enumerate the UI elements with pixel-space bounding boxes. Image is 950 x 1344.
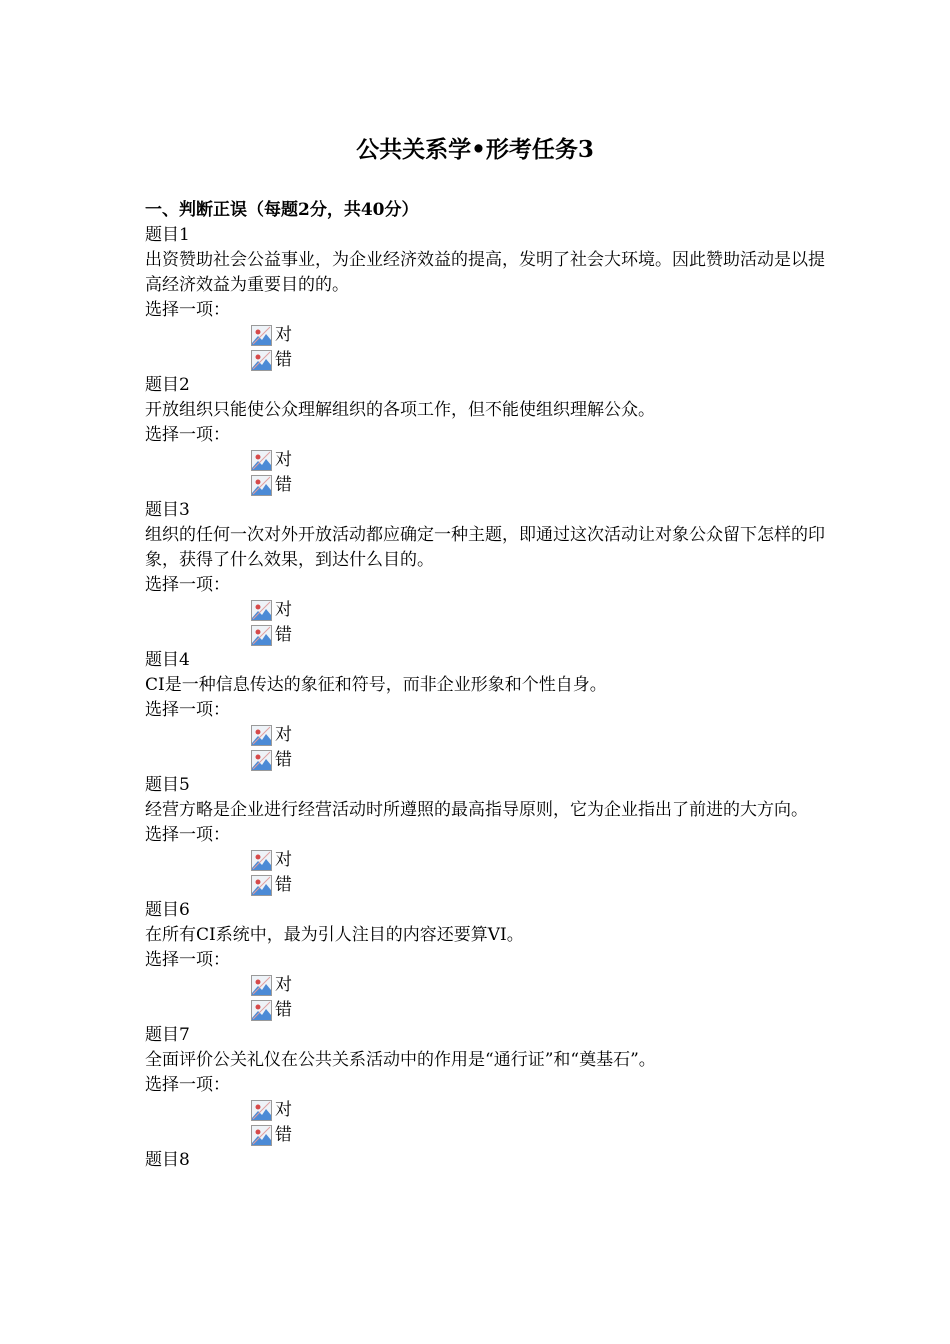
choose-one-prompt: 选择一项： <box>145 575 230 595</box>
option-label: 对 <box>275 600 292 620</box>
choose-one-prompt: 选择一项： <box>145 825 230 845</box>
option-false[interactable] <box>251 623 825 648</box>
quiz-content <box>145 198 825 1173</box>
option-label: 对 <box>275 975 292 995</box>
question-label: 题目1 <box>145 225 190 245</box>
option-false[interactable] <box>251 873 825 898</box>
option-label: 错 <box>275 875 292 895</box>
broken-image-icon[interactable] <box>251 1125 272 1146</box>
broken-image-icon[interactable] <box>251 450 272 471</box>
choose-one-prompt: 选择一项： <box>145 950 230 970</box>
option-true[interactable] <box>251 848 825 873</box>
option-true[interactable] <box>251 723 825 748</box>
option-false[interactable] <box>251 998 825 1023</box>
question-item <box>145 498 825 648</box>
section-heading: 一、判断正误（每题2分，共40分） <box>145 200 419 220</box>
option-label: 对 <box>275 450 292 470</box>
option-label: 对 <box>275 1100 292 1120</box>
question-item <box>145 648 825 773</box>
option-label: 对 <box>275 850 292 870</box>
question-text: 出资赞助社会公益事业，为企业经济效益的提高，发明了社会大环境。因此赞助活动是以提高经济效益为重要目的的。 <box>145 250 825 295</box>
question-label: 题目4 <box>145 650 190 670</box>
option-group <box>145 448 825 498</box>
option-false[interactable] <box>251 1123 825 1148</box>
option-false[interactable] <box>251 748 825 773</box>
broken-image-icon[interactable] <box>251 750 272 771</box>
option-false[interactable] <box>251 473 825 498</box>
option-label: 错 <box>275 1125 292 1145</box>
question-label: 题目5 <box>145 775 190 795</box>
option-group <box>145 723 825 773</box>
broken-image-icon[interactable] <box>251 625 272 646</box>
question-item <box>145 898 825 1023</box>
choose-one-prompt: 选择一项： <box>145 425 230 445</box>
broken-image-icon[interactable] <box>251 975 272 996</box>
option-group <box>145 848 825 898</box>
option-group <box>145 323 825 373</box>
question-text: CI是一种信息传达的象征和符号，而非企业形象和个性自身。 <box>145 675 607 695</box>
option-true[interactable] <box>251 973 825 998</box>
question-label: 题目2 <box>145 375 190 395</box>
option-label: 错 <box>275 1000 292 1020</box>
question-text: 全面评价公关礼仪在公共关系活动中的作用是“通行证”和“奠基石”。 <box>145 1050 656 1070</box>
option-label: 对 <box>275 725 292 745</box>
option-group <box>145 598 825 648</box>
question-label: 题目3 <box>145 500 190 520</box>
broken-image-icon[interactable] <box>251 1100 272 1121</box>
question-item <box>145 223 825 373</box>
question-list <box>145 223 825 1148</box>
option-label: 对 <box>275 325 292 345</box>
choose-one-prompt: 选择一项： <box>145 300 230 320</box>
choose-one-prompt: 选择一项： <box>145 700 230 720</box>
broken-image-icon[interactable] <box>251 1000 272 1021</box>
question-label: 题目8 <box>145 1150 190 1170</box>
option-label: 错 <box>275 350 292 370</box>
choose-one-prompt: 选择一项： <box>145 1075 230 1095</box>
question-text: 组织的任何一次对外开放活动都应确定一种主题，即通过这次活动让对象公众留下怎样的印象，获得了什么效果，到达什么目的。 <box>145 525 825 570</box>
option-true[interactable] <box>251 323 825 348</box>
question-label: 题目7 <box>145 1025 190 1045</box>
question-item <box>145 1023 825 1148</box>
page-title: 公共关系学•形考任务3 <box>356 136 594 163</box>
option-true[interactable] <box>251 1098 825 1123</box>
question-text: 经营方略是企业进行经营活动时所遵照的最高指导原则，它为企业指出了前进的大方向。 <box>145 800 808 820</box>
option-group <box>145 1098 825 1148</box>
question-label: 题目6 <box>145 900 190 920</box>
question-item <box>145 373 825 498</box>
broken-image-icon[interactable] <box>251 850 272 871</box>
broken-image-icon[interactable] <box>251 475 272 496</box>
option-true[interactable] <box>251 448 825 473</box>
option-label: 错 <box>275 475 292 495</box>
option-false[interactable] <box>251 348 825 373</box>
question-text: 开放组织只能使公众理解组织的各项工作，但不能使组织理解公众。 <box>145 400 655 420</box>
option-true[interactable] <box>251 598 825 623</box>
broken-image-icon[interactable] <box>251 325 272 346</box>
question-item <box>145 773 825 898</box>
broken-image-icon[interactable] <box>251 600 272 621</box>
broken-image-icon[interactable] <box>251 725 272 746</box>
option-label: 错 <box>275 750 292 770</box>
option-label: 错 <box>275 625 292 645</box>
broken-image-icon[interactable] <box>251 875 272 896</box>
option-group <box>145 973 825 1023</box>
question-text: 在所有CI系统中，最为引人注目的内容还要算VI。 <box>145 925 524 945</box>
broken-image-icon[interactable] <box>251 350 272 371</box>
